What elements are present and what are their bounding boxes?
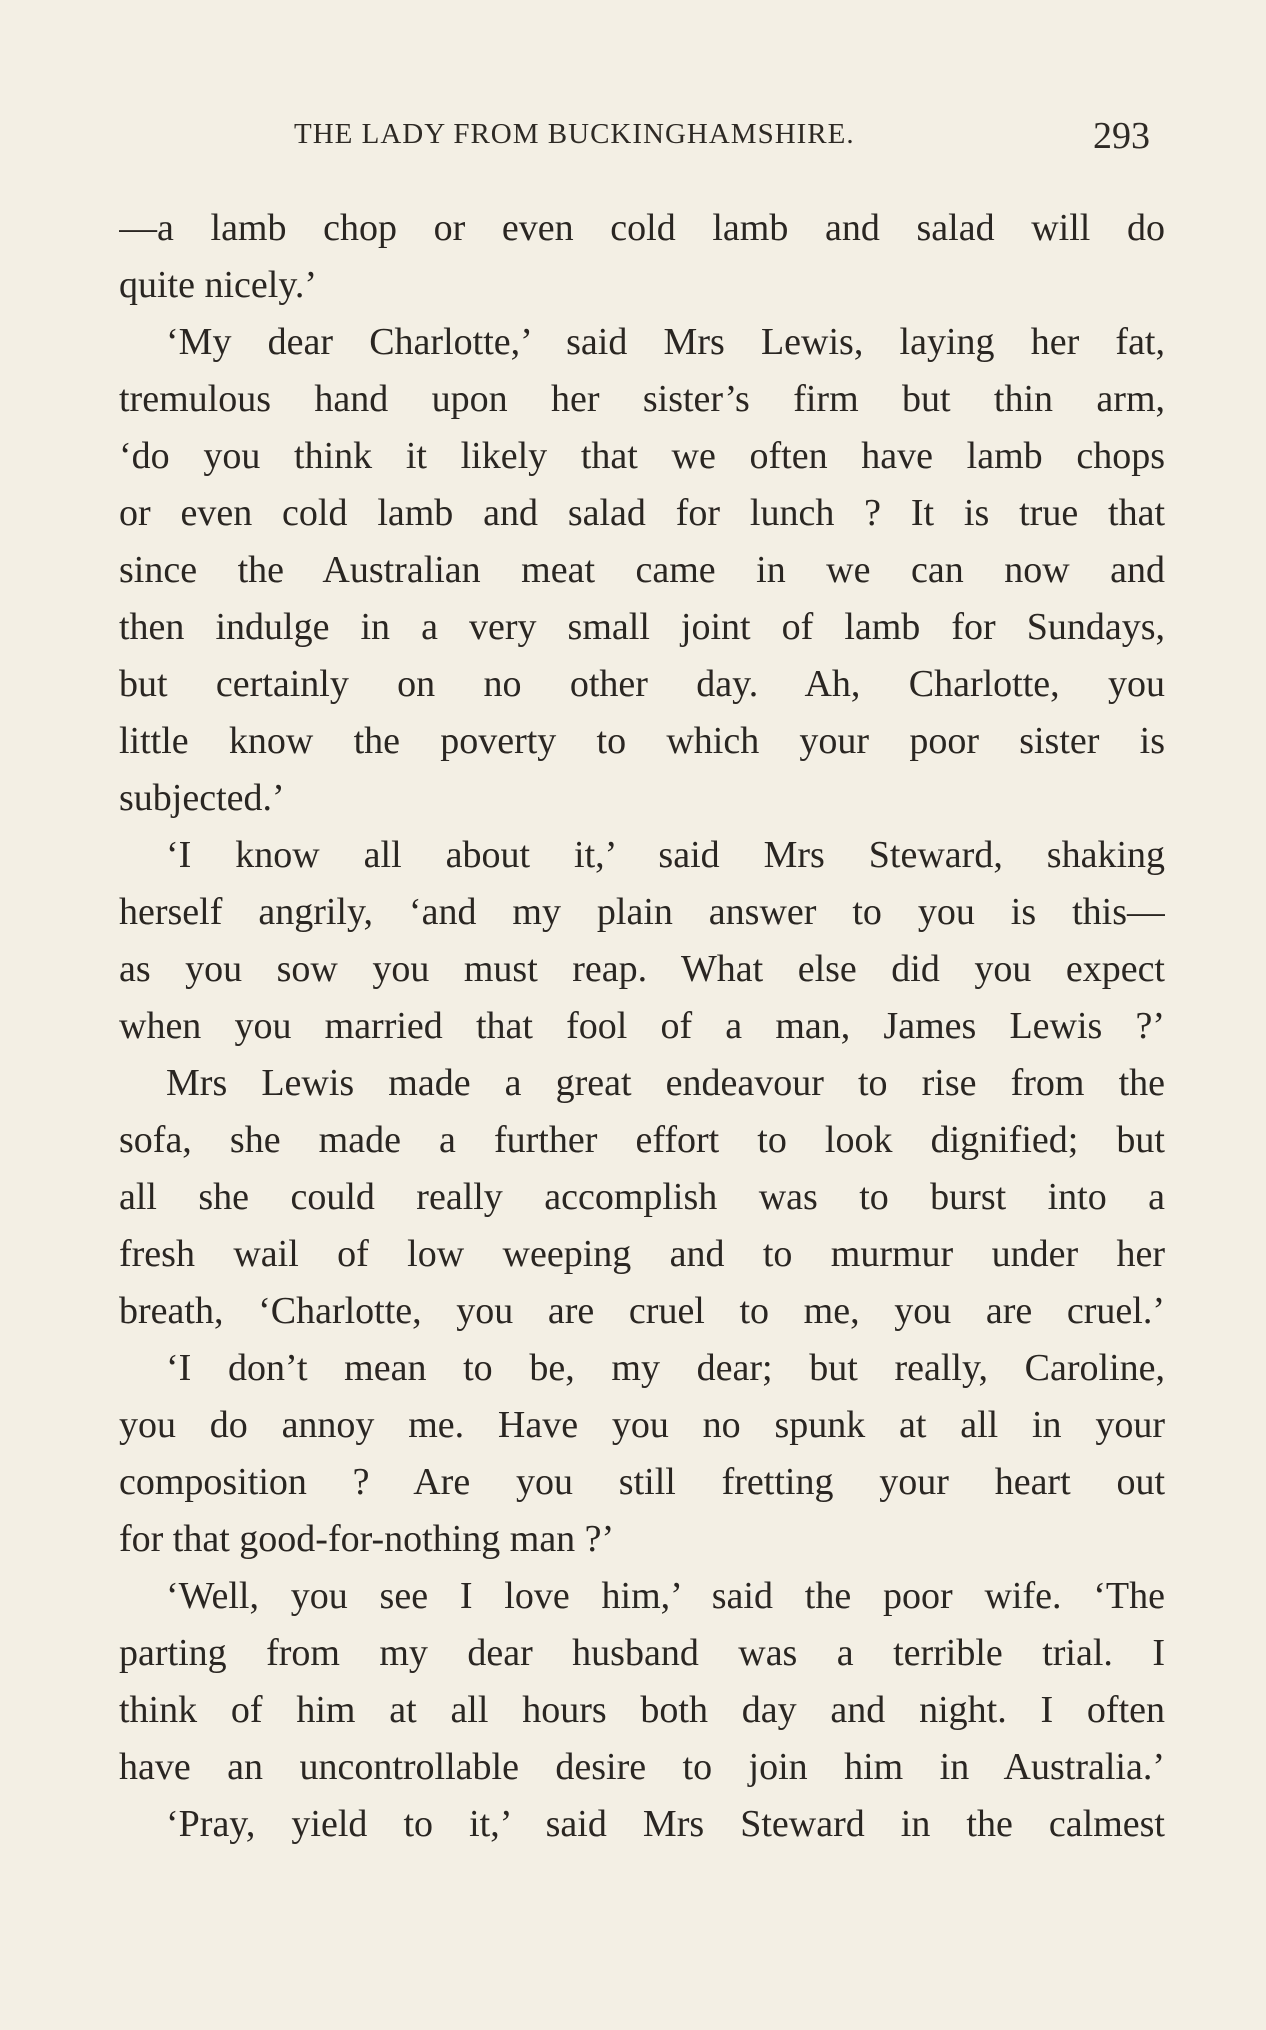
body-text xyxy=(119,200,1165,1853)
text-line: you do annoy me. Have you no spunk at all in your xyxy=(119,1404,1165,1446)
text-line: Mrs Lewis made a great endeavour to rise from the xyxy=(166,1062,1165,1104)
text-line: quite nicely.’ xyxy=(119,264,318,306)
text-line: ‘I don’t mean to be, my dear; but really, Caroline, xyxy=(166,1347,1165,1389)
text-line: have an uncontrollable desire to join him in Australia.’ xyxy=(119,1746,1165,1788)
text-line: or even cold lamb and salad for lunch ? It is true that xyxy=(119,492,1165,534)
text-line: little know the poverty to which your poor sister is xyxy=(119,720,1165,762)
text-line: ‘Well, you see I love him,’ said the poor wife. ‘The xyxy=(166,1575,1165,1617)
text-line: but certainly on no other day. Ah, Charlotte, you xyxy=(119,663,1165,705)
text-line: since the Australian meat came in we can now and xyxy=(119,549,1165,591)
text-line: sofa, she made a further effort to look dignified; but xyxy=(119,1119,1165,1161)
text-line: as you sow you must reap. What else did you expect xyxy=(119,948,1165,990)
text-line: composition ? Are you still fretting your heart out xyxy=(119,1461,1165,1503)
text-line: subjected.’ xyxy=(119,777,285,819)
text-line: parting from my dear husband was a terrible trial. I xyxy=(119,1632,1165,1674)
text-line: ‘I know all about it,’ said Mrs Steward, shaking xyxy=(166,834,1165,876)
text-line: ‘My dear Charlotte,’ said Mrs Lewis, laying her fat, xyxy=(166,321,1165,363)
text-line: when you married that fool of a man, James Lewis ?’ xyxy=(119,1005,1165,1047)
text-line: then indulge in a very small joint of lamb for Sundays, xyxy=(119,606,1165,648)
text-line: think of him at all hours both day and night. I often xyxy=(119,1689,1165,1731)
text-line: tremulous hand upon her sister’s firm but thin arm, xyxy=(119,378,1165,420)
text-line: —a lamb chop or even cold lamb and salad will do xyxy=(119,207,1165,249)
page-number: 293 xyxy=(1093,115,1150,157)
text-line: ‘Pray, yield to it,’ said Mrs Steward in the calmest xyxy=(166,1803,1165,1845)
text-line: ‘do you think it likely that we often have lamb chops xyxy=(119,435,1165,477)
text-line: fresh wail of low weeping and to murmur under her xyxy=(119,1233,1165,1275)
text-line: all she could really accomplish was to burst into a xyxy=(119,1176,1165,1218)
running-title: THE LADY FROM BUCKINGHAMSHIRE. xyxy=(294,118,855,150)
text-line: for that good-for-nothing man ?’ xyxy=(119,1518,615,1560)
text-line: breath, ‘Charlotte, you are cruel to me, you are cruel.’ xyxy=(119,1290,1165,1332)
text-line: herself angrily, ‘and my plain answer to you is this— xyxy=(119,891,1165,933)
